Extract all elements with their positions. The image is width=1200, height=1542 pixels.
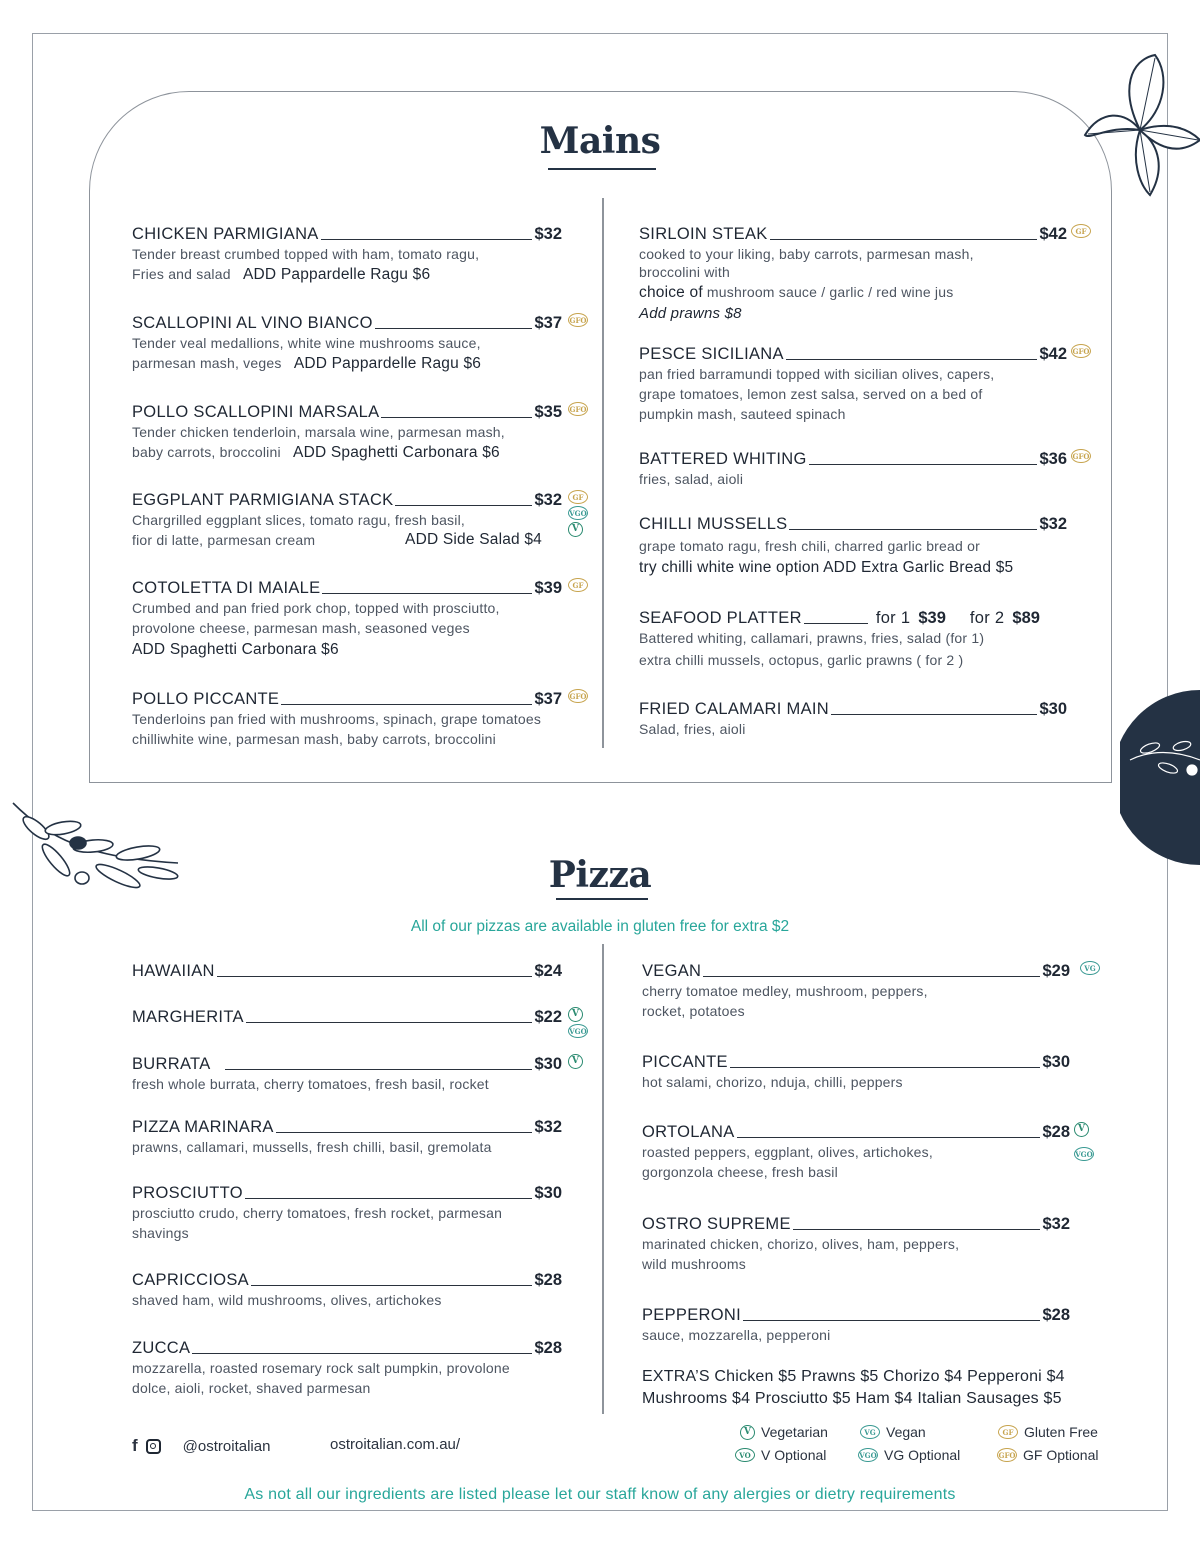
item-desc: rocket, potatoes (642, 1003, 745, 1019)
item-name: BURRATA (132, 1055, 211, 1073)
vg-optional-badge: VGO (568, 506, 588, 520)
item-name: POLLO SCALLOPINI MARSALA (132, 403, 380, 421)
item-name: HAWAIIAN (132, 962, 215, 980)
pizza-column-divider (602, 944, 604, 1414)
legend-label: Vegan (886, 1424, 926, 1440)
extras-line: EXTRA’S Chicken $5 Prawns $5 Chorizo $4 Pepperoni $4 (642, 1368, 1065, 1385)
facebook-icon[interactable]: f (132, 1436, 138, 1455)
leader-line (375, 328, 533, 329)
item-desc: prosciutto crudo, cherry tomatoes, fresh rocket, parmesan (132, 1205, 503, 1221)
leader-line (793, 1229, 1041, 1230)
website-link[interactable]: ostroitalian.com.au/ (330, 1436, 461, 1453)
gluten-free-badge: GF (568, 490, 588, 504)
item-price: $35 (534, 403, 562, 421)
leader-line (281, 704, 532, 705)
item-name: SEAFOOD PLATTER (639, 609, 802, 627)
item-price: $32 (534, 491, 562, 509)
item-desc: pan fried barramundi topped with sicilian olives, capers, (639, 366, 995, 382)
item-desc: Crumbed and pan fried pork chop, topped with prosciutto, (132, 600, 500, 616)
menu-item-cotoletta-di-maiale (132, 576, 584, 660)
item-choice-options: mushroom sauce / garlic / red wine jus (702, 284, 954, 300)
leader-line (831, 714, 1037, 715)
leader-line (322, 593, 532, 594)
item-name: PESCE SICILIANA (639, 345, 784, 363)
item-price: $37 (534, 314, 562, 332)
item-desc: shaved ham, wild mushrooms, olives, artichokes (132, 1292, 442, 1308)
menu-item-battered-whiting (639, 447, 1090, 489)
gluten-free-badge: GF (1071, 224, 1091, 238)
item-desc: cooked to your liking, baby carrots, parmesan mash, (639, 246, 974, 262)
leader-line (225, 1069, 533, 1070)
item-name: CHICKEN PARMIGIANA (132, 225, 319, 243)
item-desc: Salad, fries, aioli (639, 721, 746, 737)
item-name: FRIED CALAMARI MAIN (639, 700, 829, 718)
item-price: $30 (534, 1184, 562, 1202)
legend-gf-optional (997, 1447, 1098, 1463)
item-addon: ADD Pappardelle Ragu $6 (293, 355, 482, 372)
v-optional-badge: VO (735, 1448, 755, 1462)
gf-optional-badge: GFO (568, 689, 588, 703)
item-desc: dolce, aioli, rocket, shaved parmesan (132, 1380, 371, 1396)
item-desc: shavings (132, 1225, 189, 1241)
pizza-extras (642, 1366, 1122, 1410)
leader-line (217, 976, 533, 977)
menu-item-eggplant-parmigiana-stack (132, 488, 587, 550)
item-addon: ADD Side Salad $4 (405, 531, 542, 548)
item-name: BATTERED WHITING (639, 450, 807, 468)
item-price: $42 (1039, 225, 1067, 243)
item-desc: pumpkin mash, sauteed spinach (639, 406, 846, 422)
vegetarian-badge: V (568, 1054, 583, 1069)
item-price: $32 (1039, 515, 1067, 533)
item-name: PROSCIUTTO (132, 1184, 243, 1202)
leader-line (743, 1320, 1040, 1321)
item-price: $37 (534, 690, 562, 708)
pizza-item-zucca (132, 1336, 562, 1398)
item-price: $89 (1012, 609, 1040, 627)
portion-label: for 1 (875, 609, 911, 627)
vegetarian-badge: V (740, 1425, 755, 1440)
item-price: $22 (534, 1008, 562, 1026)
item-desc: Tender veal medallions, white wine mushrooms sauce, (132, 335, 481, 351)
pizza-item-prosciutto (132, 1181, 562, 1243)
gf-optional-badge: GFO (568, 402, 588, 416)
item-desc: grape tomatoes, lemon zest salsa, served on a bed of (639, 386, 983, 402)
mains-title: Mains (539, 120, 661, 162)
item-addon: try chilli white wine option ADD Extra Garlic Bread $5 (639, 559, 1014, 576)
legend-vg-optional (858, 1447, 960, 1463)
item-price: $28 (534, 1271, 562, 1289)
item-desc: Tender chicken tenderloin, marsala wine, parmesan mash, (132, 424, 505, 440)
item-desc: extra chilli mussels, octopus, garlic prawns ( for 2 ) (639, 652, 964, 668)
item-desc: fior di latte, parmesan cream (132, 532, 316, 548)
leader-line (737, 1137, 1041, 1138)
item-price: $32 (534, 1118, 562, 1136)
item-price: $30 (534, 1055, 562, 1073)
legend-vegetarian (740, 1424, 828, 1440)
item-price: $24 (534, 962, 562, 980)
item-desc: broccolini with (639, 264, 730, 280)
allergy-disclaimer: As not all our ingredients are listed please let our staff know of any alergies or dietry requirements (244, 1486, 956, 1503)
item-name: EGGPLANT PARMIGIANA STACK (132, 491, 394, 509)
item-desc: fresh whole burrata, cherry tomatoes, fresh basil, rocket (132, 1076, 489, 1092)
pizza-item-capricciosa (132, 1268, 562, 1310)
legend-vegan (860, 1424, 926, 1440)
item-price: $42 (1039, 345, 1067, 363)
pizza-item-pizza-marinara (132, 1115, 562, 1157)
pizza-title: Pizza (548, 854, 652, 896)
pizza-item-ostro-supreme (642, 1212, 1070, 1274)
pizza-item-ortolana (642, 1120, 1093, 1182)
pizza-item-vegan (642, 959, 1096, 1021)
item-desc: roasted peppers, eggplant, olives, artichokes, (642, 1144, 933, 1160)
vg-optional-badge: VGO (1074, 1147, 1094, 1161)
item-desc: Tenderloins pan fried with mushrooms, spinach, grape tomatoes (132, 711, 542, 727)
extras-line: Mushrooms $4 Prosciutto $5 Ham $4 Italian Sausages $5 (642, 1390, 1062, 1407)
item-desc: fries, salad, aioli (639, 471, 744, 487)
item-price: $28 (534, 1339, 562, 1357)
item-price: $32 (534, 225, 562, 243)
pizza-item-margherita (132, 1005, 587, 1036)
item-name: MARGHERITA (132, 1008, 244, 1026)
leader-line (395, 505, 532, 506)
legend-v-optional (735, 1447, 826, 1463)
leader-line (276, 1132, 533, 1133)
gluten-free-badge: GF (568, 578, 588, 592)
vegan-badge: VG (1080, 961, 1100, 975)
pizza-item-piccante (642, 1050, 1070, 1092)
item-desc: gorgonzola cheese, fresh basil (642, 1164, 838, 1180)
item-addon: ADD Pappardelle Ragu $6 (243, 266, 431, 283)
olive-branch-icon (1120, 690, 1200, 865)
gluten-free-badge: GF (998, 1425, 1018, 1439)
menu-item-sirloin-steak (639, 222, 1087, 324)
mains-title-underline (548, 168, 656, 170)
item-name: ZUCCA (132, 1339, 191, 1357)
item-desc: sauce, mozzarella, pepperoni (642, 1327, 831, 1343)
gf-optional-badge: GFO (997, 1448, 1017, 1462)
item-price: $39 (534, 579, 562, 597)
item-price: $30 (1042, 1053, 1070, 1071)
leader-line (770, 239, 1038, 240)
mains-column-divider (602, 198, 604, 748)
item-desc: provolone cheese, parmesan mash, seasoned veges (132, 620, 470, 636)
item-addon: ADD Spaghetti Carbonara $6 (132, 641, 339, 658)
legend-label: GF Optional (1023, 1447, 1099, 1463)
pizza-item-hawaiian (132, 959, 562, 981)
vegetarian-badge: V (568, 1007, 583, 1022)
item-desc: cherry tomatoe medley, mushroom, peppers, (642, 983, 928, 999)
item-name: PIZZA MARINARA (132, 1118, 274, 1136)
item-desc: Fries and salad (132, 266, 231, 282)
item-name: ORTOLANA (642, 1123, 735, 1141)
leader-line (730, 1067, 1041, 1068)
menu-item-seafood-platter (639, 606, 1067, 670)
item-price: $29 (1042, 962, 1070, 980)
leader-line (381, 417, 532, 418)
leader-line (789, 529, 1037, 530)
social-links (132, 1436, 270, 1456)
item-desc: Chargrilled eggplant slices, tomato ragu, fresh basil, (132, 512, 465, 528)
menu-item-pollo-scallopini-marsala (132, 400, 587, 463)
item-price: $30 (1039, 700, 1067, 718)
leader-line (804, 623, 868, 624)
item-name: CHILLI MUSSELLS (639, 515, 788, 533)
item-desc: Battered whiting, callamari, prawns, fries, salad (for 1) (639, 630, 985, 646)
leader-line (321, 239, 533, 240)
item-desc: hot salami, chorizo, nduja, chilli, peppers (642, 1074, 903, 1090)
item-name: SCALLOPINI AL VINO BIANCO (132, 314, 373, 332)
item-name: PEPPERONI (642, 1306, 741, 1324)
menu-item-fried-calamari-main (639, 697, 1067, 739)
legend-gluten-free (998, 1424, 1098, 1440)
item-desc: mozzarella, roasted rosemary rock salt pumpkin, provolone (132, 1360, 510, 1376)
legend-label: V Optional (761, 1447, 827, 1463)
item-name: PICCANTE (642, 1053, 728, 1071)
social-handle[interactable]: @ostroitalian (182, 1437, 271, 1455)
leader-line (246, 1022, 533, 1023)
menu-item-chilli-mussells (639, 512, 1067, 578)
item-price: $36 (1039, 450, 1067, 468)
leader-line (786, 359, 1038, 360)
pizza-item-pepperoni (642, 1303, 1070, 1345)
legend-label: Vegetarian (761, 1424, 828, 1440)
vegetarian-badge: V (568, 522, 583, 537)
gf-optional-badge: GFO (1071, 344, 1091, 358)
portion-price: $39 (918, 609, 946, 627)
leader-line (251, 1285, 532, 1286)
gf-optional-badge: GFO (568, 313, 588, 327)
legend-label: VG Optional (884, 1447, 961, 1463)
item-desc: Tender breast crumbed topped with ham, tomato ragu, (132, 246, 480, 262)
leader-line (245, 1198, 533, 1199)
item-desc: parmesan mash, veges (132, 355, 282, 371)
item-price: $28 (1042, 1123, 1070, 1141)
item-name: CAPRICCIOSA (132, 1271, 249, 1289)
item-name: OSTRO SUPREME (642, 1215, 791, 1233)
vegan-badge: VG (860, 1425, 880, 1439)
item-addon: ADD Spaghetti Carbonara $6 (293, 444, 500, 461)
portion-label: for 2 (969, 609, 1005, 627)
item-name: POLLO PICCANTE (132, 690, 280, 708)
item-desc: prawns, callamari, mussells, fresh chilli, basil, gremolata (132, 1139, 492, 1155)
vg-optional-badge: VGO (568, 1024, 588, 1038)
instagram-icon[interactable] (146, 1439, 161, 1454)
item-desc: marinated chicken, chorizo, olives, ham, peppers, (642, 1236, 960, 1252)
menu-item-scallopini-al-vino-bianco (132, 311, 587, 374)
item-desc: chilliwhite wine, parmesan mash, baby carrots, broccolini (132, 731, 496, 747)
item-choice-label: choice of (639, 284, 703, 301)
item-price: $32 (1042, 1215, 1070, 1233)
menu-item-pollo-piccante (132, 687, 587, 749)
item-desc: baby carrots, broccolini (132, 444, 281, 460)
item-desc: grape tomato ragu, fresh chili, charred garlic bread or (639, 538, 980, 554)
item-price: $28 (1042, 1306, 1070, 1324)
pizza-title-underline (556, 898, 648, 900)
item-name: SIRLOIN STEAK (639, 225, 768, 243)
vegetarian-badge: V (1074, 1122, 1089, 1137)
pizza-gluten-free-note: All of our pizzas are available in gluten free for extra $2 (410, 918, 790, 935)
gf-optional-badge: GFO (1071, 449, 1091, 463)
item-addon: Add prawns $8 (639, 305, 742, 322)
menu-item-pesce-siciliana (639, 342, 1090, 424)
pizza-item-burrata (132, 1052, 579, 1094)
item-name: VEGAN (642, 962, 702, 980)
leader-line (192, 1353, 532, 1354)
leader-line (809, 464, 1038, 465)
item-desc: wild mushrooms (642, 1256, 746, 1272)
vg-optional-badge: VGO (858, 1448, 878, 1462)
item-name: COTOLETTA DI MAIALE (132, 579, 321, 597)
menu-item-chicken-parmigiana (132, 222, 562, 285)
legend-label: Gluten Free (1024, 1424, 1098, 1440)
leader-line (703, 976, 1040, 977)
